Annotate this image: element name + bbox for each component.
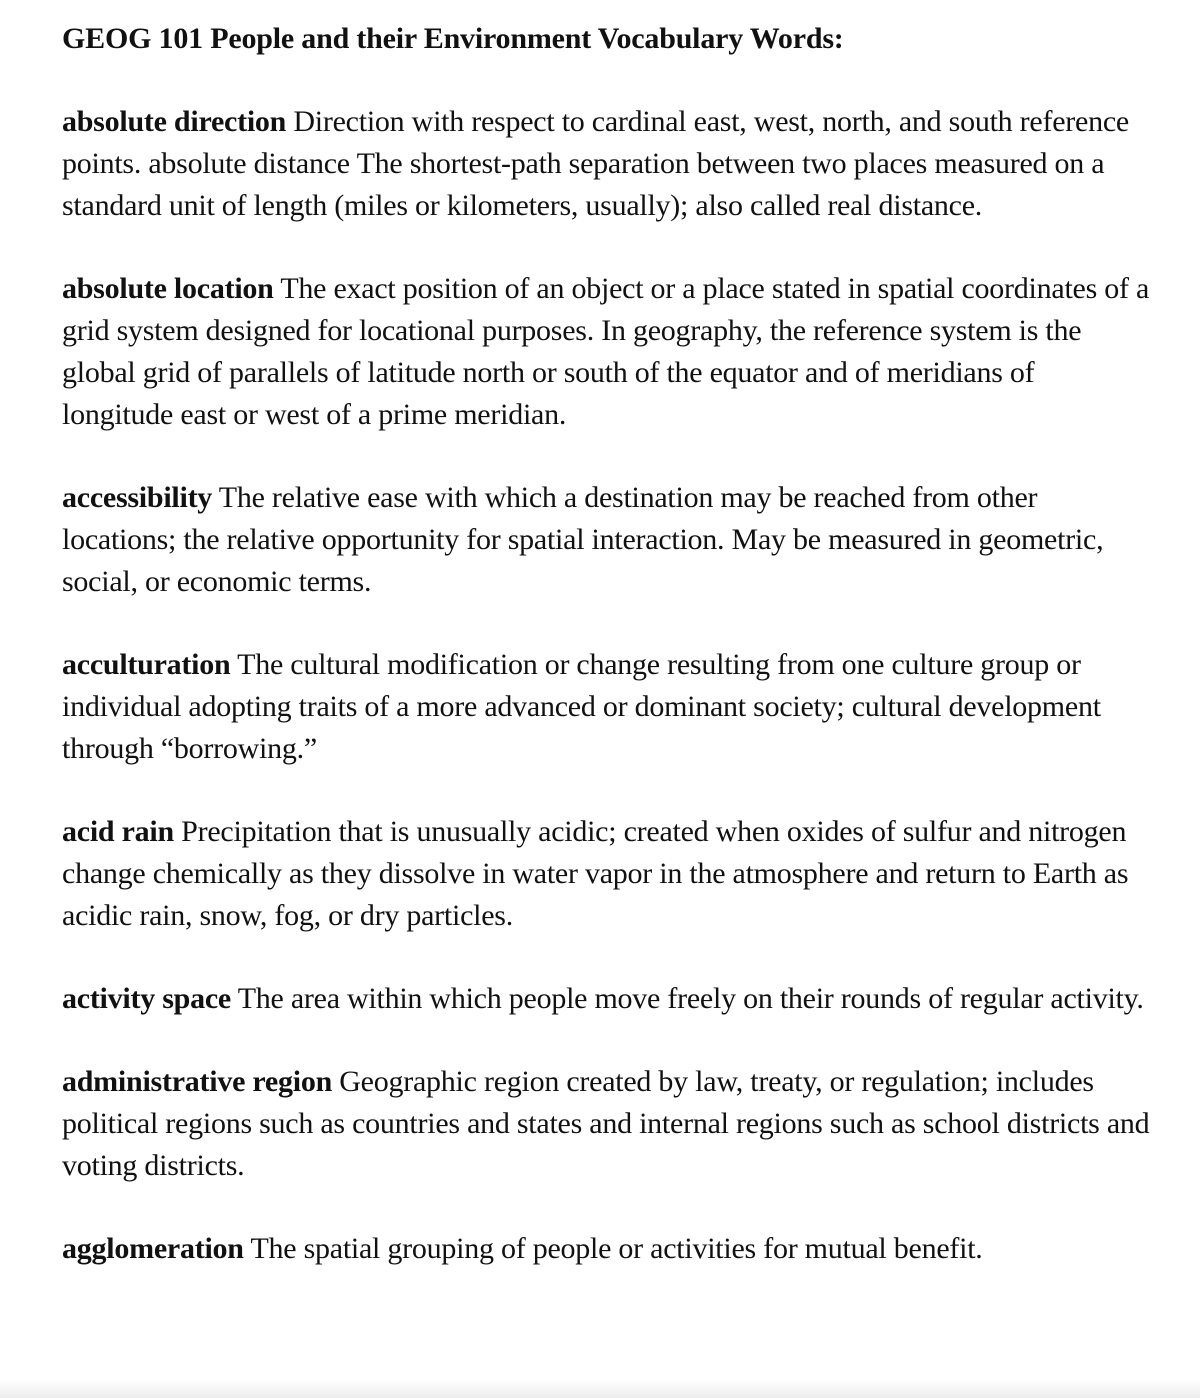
vocabulary-entry bbox=[62, 811, 1152, 937]
vocabulary-term: acid rain bbox=[62, 815, 174, 848]
vocabulary-definition: The exact position of an object or a place stated in spatial coordinates of a grid system designed for locational purposes. In geography, the reference system is the global grid of parallels of latitude north or south of the equator and of meridians of longitude east or west of a prime meridian. bbox=[62, 272, 1150, 431]
vocabulary-entry bbox=[62, 101, 1152, 227]
vocabulary-definition: The spatial grouping of people or activities for mutual benefit. bbox=[250, 1232, 983, 1265]
vocabulary-definition: The relative ease with which a destination may be reached from other locations; the relative opportunity for spatial interaction. May be measured in geometric, social, or economic terms. bbox=[62, 481, 1104, 598]
page-bottom-shadow bbox=[0, 1380, 1200, 1398]
vocabulary-entry bbox=[62, 477, 1152, 603]
vocabulary-term: absolute direction bbox=[62, 105, 287, 138]
vocabulary-entry bbox=[62, 1228, 1152, 1270]
vocabulary-term: absolute location bbox=[62, 272, 274, 305]
vocabulary-entry bbox=[62, 978, 1152, 1020]
vocabulary-definition: Direction with respect to cardinal east, west, north, and south reference points. absolute distance The shortest-path separation between two places measured on a standard unit of length (miles or kilometers, usually); also called real distance. bbox=[62, 105, 1129, 222]
vocabulary-entry bbox=[62, 268, 1152, 436]
vocabulary-term: agglomeration bbox=[62, 1232, 244, 1265]
vocabulary-definition: Geographic region created by law, treaty, or regulation; includes political regions such as countries and states and internal regions such as school districts and voting districts. bbox=[62, 1065, 1150, 1182]
vocabulary-definition: The cultural modification or change resulting from one culture group or individual adopting traits of a more advanced or dominant society; cultural development through “borrowing.” bbox=[62, 648, 1101, 765]
vocabulary-definition: The area within which people move freely on their rounds of regular activity. bbox=[237, 982, 1144, 1015]
vocabulary-term: acculturation bbox=[62, 648, 231, 681]
vocabulary-term: accessibility bbox=[62, 481, 213, 514]
vocabulary-term: activity space bbox=[62, 982, 231, 1015]
vocabulary-definition: Precipitation that is unusually acidic; created when oxides of sulfur and nitrogen change chemically as they dissolve in water vapor in the atmosphere and return to Earth as acidic rain, snow, fog, or dry particles. bbox=[62, 815, 1129, 932]
vocabulary-term: administrative region bbox=[62, 1065, 333, 1098]
document-title: GEOG 101 People and their Environment Vocabulary Words: bbox=[62, 22, 844, 55]
document-page bbox=[62, 18, 1152, 1311]
vocabulary-entry bbox=[62, 1061, 1152, 1187]
vocabulary-entry bbox=[62, 644, 1152, 770]
vocabulary-list bbox=[62, 101, 1152, 1270]
